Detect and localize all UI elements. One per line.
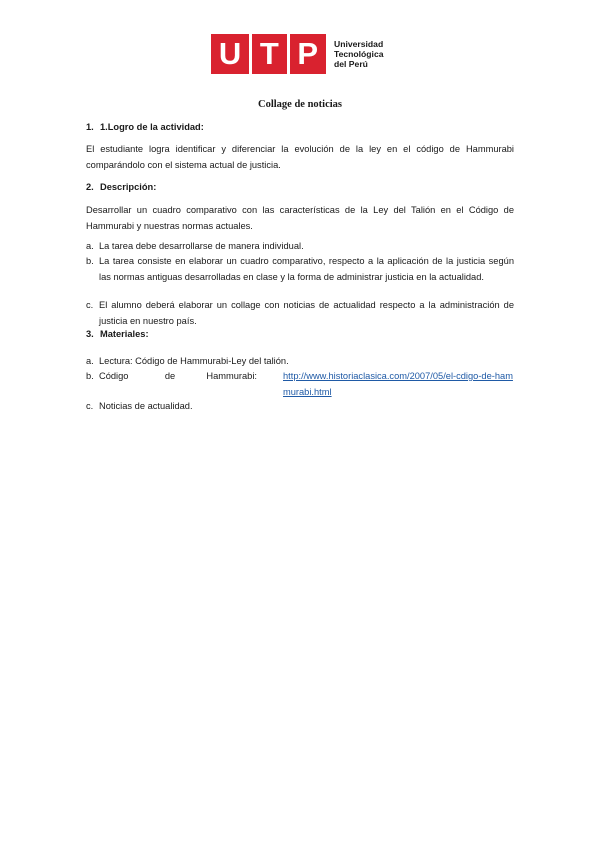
- list-item: [86, 254, 514, 285]
- list-item-text: El alumno deberá elaborar un collage con noticias de actualidad respecto a la administración de justicia en nuestro país.: [99, 300, 514, 326]
- logo-mark: [211, 34, 326, 74]
- list-item-text: Noticias de actualidad.: [99, 401, 193, 411]
- section1-heading: [86, 120, 514, 136]
- list-item-text: Lectura: Código de Hammurabi-Ley del talión.: [99, 356, 289, 366]
- logo-line: Universidad: [334, 39, 384, 49]
- section3-number: 3.: [86, 329, 94, 339]
- list-item-text: La tarea debe desarrollarse de manera individual.: [99, 241, 304, 251]
- section2-heading: [86, 180, 514, 196]
- section2-intro: Desarrollar un cuadro comparativo con las características de la Ley del Talión en el Código de Hammurabi y nuestras normas actuales.: [86, 205, 514, 231]
- logo-letter-p: P: [297, 36, 319, 71]
- section1-number: 1.: [86, 122, 94, 132]
- word: Código: [99, 371, 129, 381]
- logo-line: Tecnológica: [334, 49, 384, 59]
- list-item: [86, 399, 514, 415]
- list-marker: a.: [86, 356, 94, 366]
- list-marker: c.: [86, 300, 94, 310]
- hammurabi-link[interactable]: http://www.historiaclasica.com/2007/05/el-cdigo-de-hammurabi.html: [283, 371, 513, 397]
- logo-line: del Perú: [334, 59, 368, 69]
- list-item: [86, 239, 514, 255]
- word: de: [164, 371, 176, 381]
- list-item: [86, 354, 514, 370]
- utp-logo: [211, 34, 384, 74]
- list-marker: b.: [86, 371, 94, 381]
- list-marker: a.: [86, 241, 94, 251]
- section3-heading: [86, 327, 514, 343]
- word: Hammurabi:: [206, 371, 257, 381]
- list-item-text: La tarea consiste en elaborar un cuadro comparativo, respecto a la aplicación de la justicia según las normas antiguas desarrolladas en clase y la forma de administrar justicia en la actualidad.: [99, 256, 514, 282]
- document-title: Collage de noticias: [258, 99, 342, 110]
- section2-number: 2.: [86, 182, 94, 192]
- logo-wordmark: [334, 39, 384, 69]
- section3-heading-text: Materiales:: [100, 329, 149, 339]
- list-marker: c.: [86, 401, 94, 411]
- section2-heading-text: Descripción:: [100, 182, 157, 192]
- section1-text: El estudiante logra identificar y diferenciar la evolución de la ley en el código de Hammurabi comparándolo con el sistema actual de justicia.: [86, 144, 514, 170]
- list-item: [86, 369, 514, 400]
- section1-heading-text: 1.Logro de la actividad:: [100, 122, 204, 132]
- logo-letter-u: U: [218, 36, 242, 71]
- list-marker: b.: [86, 256, 94, 266]
- list-item: [86, 298, 514, 329]
- logo-letter-t: T: [259, 36, 279, 71]
